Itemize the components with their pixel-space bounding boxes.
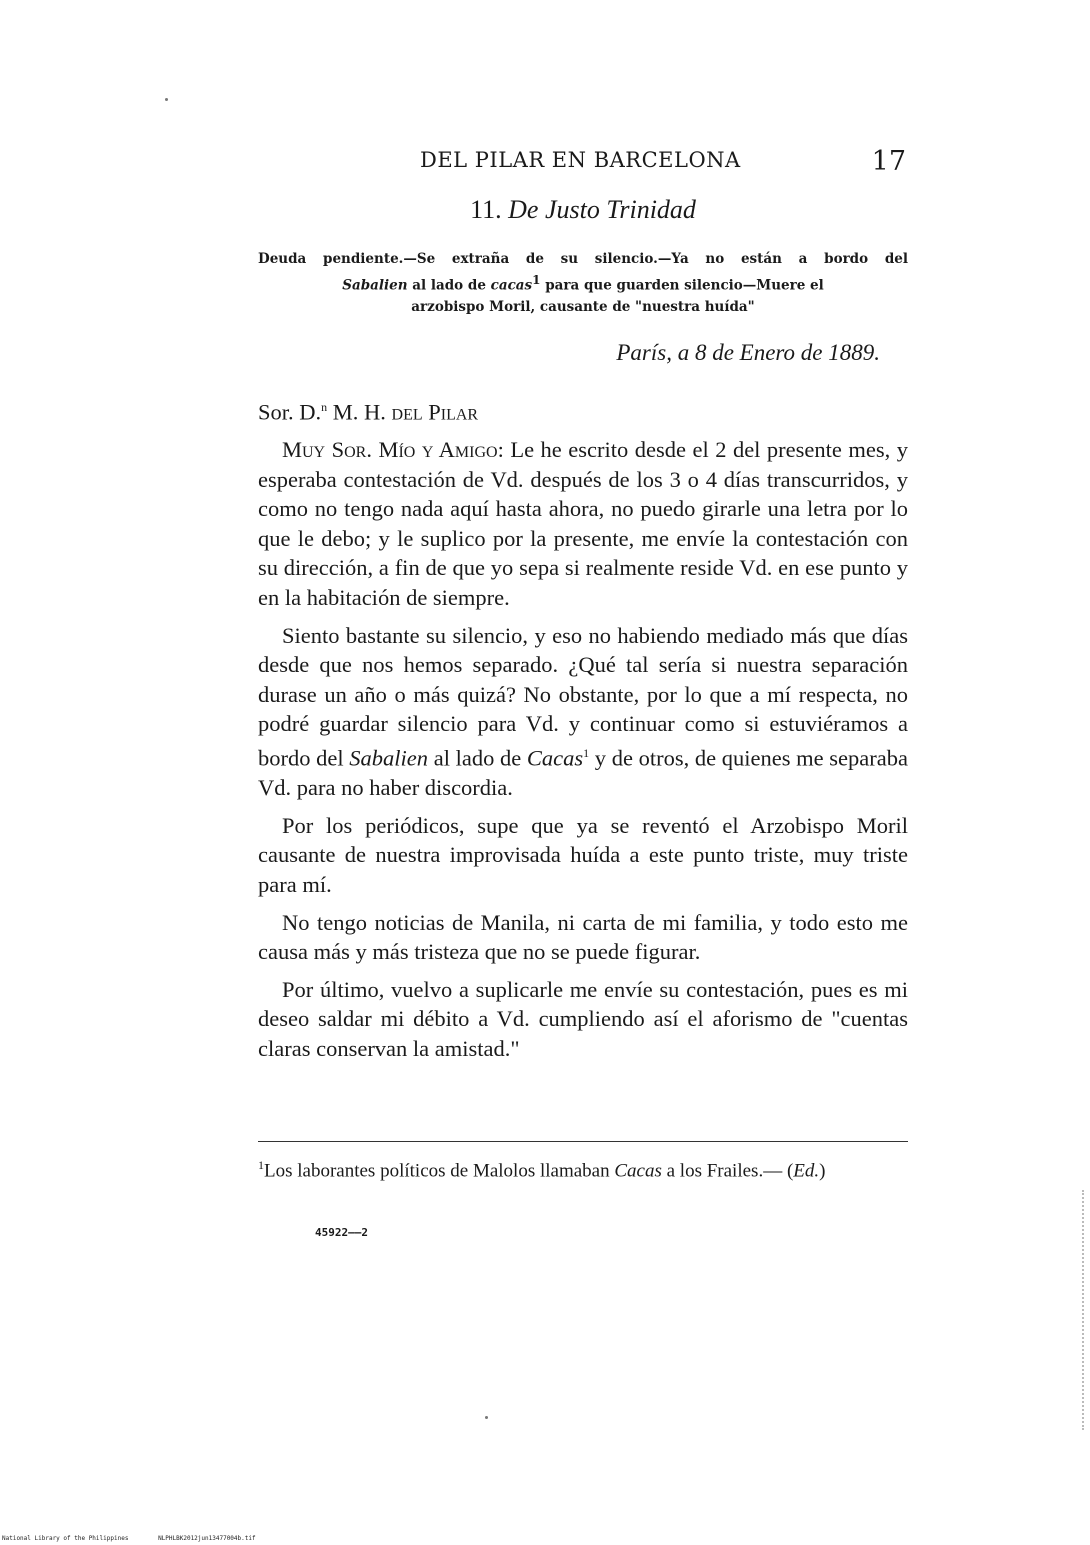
footnote-editor: Ed. [793, 1160, 820, 1182]
footnote-ref: 1 [532, 273, 541, 287]
summary-text: para que guarden silencio—Muere el [540, 277, 824, 294]
paragraph: Por los periódicos, supe que ya se reventó el Arzobispo Moril causante de nuestra improvisada huída a este punto triste, muy triste para mí. [258, 812, 908, 897]
paragraph: No tengo noticias de Manila, ni carta de mi familia, y todo esto me causa más y más tristeza que no se puede figurar. [258, 909, 908, 965]
letter-summary [258, 249, 908, 318]
paragraph-text: y de otros, de quienes me separaba Vd. para no haber discordia. [258, 745, 908, 801]
footnote-text: ) [819, 1160, 826, 1182]
salutation-text: Sor. D. [258, 399, 322, 425]
summary-cacas: cacas [490, 277, 533, 294]
paragraph-text: Siento bastante su silencio, y eso no habiendo mediado más que días desde que nos hemos separado. ¿Qué tal sería si nuestra separación durase un año o más quizá? No obstante, por lo que a mí respecta, no podré guardar silencio para Vd. y continuar como si estuviéramos a bordo del [258, 622, 908, 771]
running-header [258, 148, 908, 182]
summary-line [258, 270, 908, 297]
ship-name: Sabalien [349, 745, 429, 771]
dateline: París, a 8 de Enero de 1889. [616, 340, 880, 365]
summary-line: arzobispo Moril, causante de "nuestra huída" [411, 298, 755, 315]
page-number: 17 [871, 146, 906, 177]
footnote [258, 1152, 908, 1184]
scan-file-id: NLPHLBK2012jun13477004b.tif [158, 1535, 256, 1542]
paragraph [258, 621, 908, 803]
scan-speck [165, 98, 168, 101]
salutation-sup: n [321, 400, 328, 414]
footnote-ref: 1 [583, 746, 590, 761]
salutation [258, 393, 908, 427]
scan-footer [2, 1535, 282, 1542]
salutation-text: M. H. [327, 399, 392, 425]
opening-greeting: Muy Sor. Mío y Amigo: [282, 437, 504, 463]
footnote-cacas: Cacas [614, 1160, 662, 1182]
paragraph: Por último, vuelvo a suplicarle me envíe su contestación, pues es mi deseo saldar mi débito a Vd. cumpliendo así el aforismo de "cuentas claras conservan la amistad." [258, 976, 908, 1061]
paragraph-text: al lado de [428, 745, 527, 771]
scan-edge-artifact [1080, 1190, 1084, 1430]
paragraph-text: Le he escrito desde el 2 del presente mes, y esperaba contestación de Vd. después de los 3 o 4 días transcurridos, y como no tengo nada aquí hasta ahora, no puedo girarle una letra por lo que le debo; y le suplico por la presente, me envíe la contestación con su dirección, a fin de que yo sepa si realmente reside Vd. en ese punto y en la habitación de siempre. [258, 437, 908, 611]
footnote-text: Los laborantes políticos de Malolos llamaban [264, 1160, 615, 1182]
cacas: Cacas [526, 745, 584, 771]
letter-heading [258, 195, 908, 225]
letter-body [258, 393, 908, 1071]
scan-library: National Library of the Philippines [2, 1535, 129, 1542]
footnote-rule [258, 1141, 908, 1142]
scan-speck [485, 1416, 488, 1419]
running-title: DEL PILAR EN BARCELONA [420, 148, 741, 172]
recipient-name: del Pilar [391, 399, 479, 425]
footnote-marker: 1 [258, 1158, 264, 1172]
paragraph [258, 435, 908, 613]
printer-mark: 45922——2 [315, 1226, 368, 1239]
summary-line: Deuda pendiente.—Se extraña de su silencio.—Ya no están a bordo del [258, 251, 908, 267]
summary-ship-name: Sabalien [342, 277, 408, 294]
footnote-text: a los Frailes.— ( [661, 1160, 794, 1182]
summary-text: al lado de [407, 277, 491, 294]
letter-number: 11. [470, 195, 502, 224]
letter-title: De Justo Trinidad [508, 195, 696, 224]
